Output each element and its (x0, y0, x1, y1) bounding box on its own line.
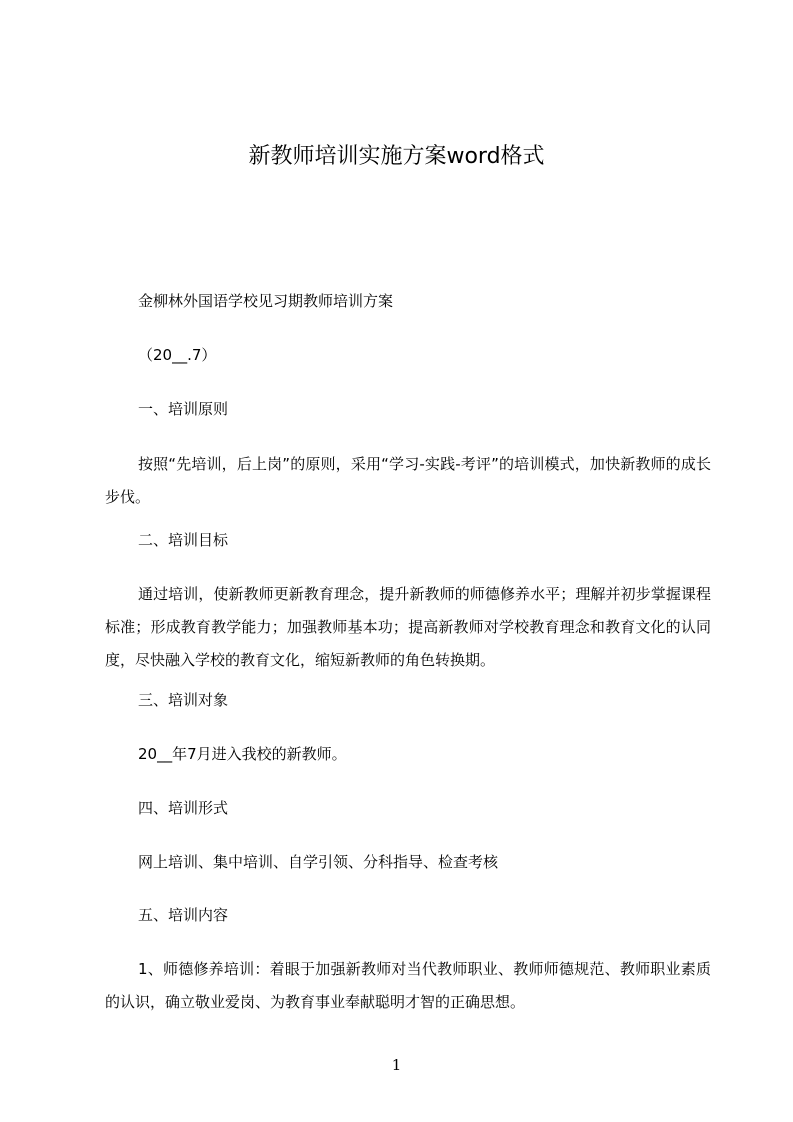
section-body-format: 网上培训、集中培训、自学引领、分科指导、检查考核 (138, 853, 499, 871)
section-heading-format: 四、培训形式 (138, 799, 229, 817)
section-body-audience: 20__年7月进入我校的新教师。 (138, 745, 347, 763)
section-heading-goals: 二、培训目标 (138, 531, 229, 549)
section-body-principles: 按照“先培训，后上岗”的原则，采用“学习-实践-考评”的培训模式，加快新教师的成长步伐。 (105, 455, 711, 506)
section-heading-content: 五、培训内容 (138, 906, 229, 924)
plan-date: （20__.7） (138, 346, 217, 364)
document-title: 新教师培训实施方案word格式 (248, 144, 545, 169)
school-plan-title: 金柳林外国语学校见习期教师培训方案 (138, 292, 394, 310)
section-body-goals: 通过培训，使新教师更新教育理念，提升新教师的师德修养水平；理解并初步掌握课程标准；形成教育教学能力；加强教师基本功；提高新教师对学校教育理念和教育文化的认同度，尽快融入学校的教育文化，缩短新教师的角色转换期。 (105, 585, 711, 669)
section-body-content: 1、师德修养培训：着眼于加强新教师对当代教师职业、教师师德规范、教师职业素质的认识，确立敬业爱岗、为教育事业奉献聪明才智的正确思想。 (105, 960, 711, 1011)
section-heading-audience: 三、培训对象 (138, 691, 229, 709)
page-number: 1 (391, 1056, 402, 1074)
section-heading-principles: 一、培训原则 (138, 400, 229, 418)
